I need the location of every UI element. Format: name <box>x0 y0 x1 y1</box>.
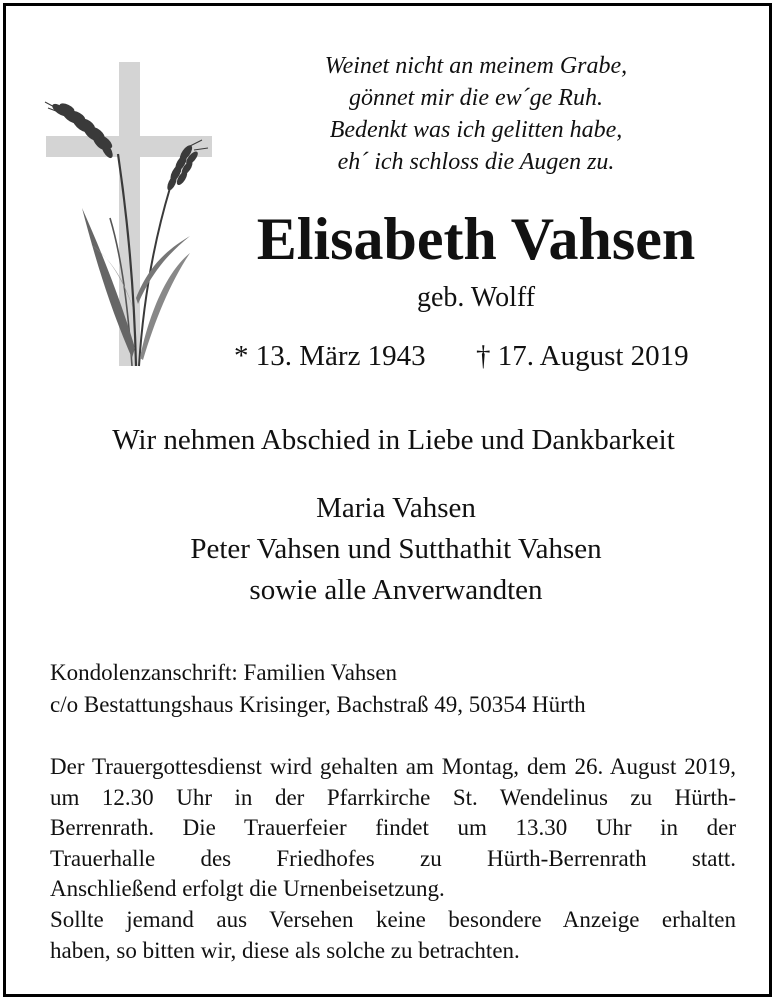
poem <box>276 50 676 178</box>
service-line: um 12.30 Uhr in der Pfarrkirche St. Wendelinus zu Hürth- <box>50 784 736 810</box>
poem-line: Bedenkt was ich gelitten habe, <box>329 117 623 143</box>
service-line: haben, so bitten wir, diese als solche zu betrachten. <box>50 937 520 963</box>
mourner-line: Maria Vahsen <box>316 492 476 524</box>
farewell-text: Wir nehmen Abschied in Liebe und Dankbarkeit <box>112 424 675 456</box>
mourner-line: sowie alle Anverwandten <box>249 574 543 606</box>
mourners-list <box>6 488 775 611</box>
life-dates <box>234 338 724 374</box>
poem-line: gönnet mir die ew´ge Ruh. <box>349 85 603 111</box>
maiden-name: geb. Wolff <box>416 282 536 313</box>
address-line: Kondolenzanschrift: Familien Vahsen <box>50 660 398 685</box>
address-line: c/o Bestattungshaus Krisinger, Bachstraß 49, 50354 Hürth <box>50 692 586 717</box>
birth-date: * 13. März 1943 <box>234 340 426 372</box>
condolence-address <box>50 657 740 721</box>
cross-with-wheat-icon <box>40 58 220 370</box>
service-line: Der Trauergottesdienst wird gehalten am Montag, dem 26. August 2019, <box>50 754 736 779</box>
deceased-name: Elisabeth Vahsen <box>256 206 696 272</box>
service-line: Trauerhalle des Friedhofes zu Hürth-Berrenrath statt. <box>50 845 736 871</box>
service-line: Berrenrath. Die Trauerfeier findet um 13.30 Uhr in der <box>50 815 736 841</box>
death-date: † 17. August 2019 <box>476 340 689 372</box>
service-line: Anschließend erfolgt die Urnenbeisetzung. <box>50 876 445 902</box>
service-notice <box>50 752 736 966</box>
poem-line: eh´ ich schloss die Augen zu. <box>337 149 615 175</box>
mourner-line: Peter Vahsen und Sutthathit Vahsen <box>190 533 602 565</box>
service-line: Sollte jemand aus Versehen keine besondere Anzeige erhalten <box>50 906 736 932</box>
obituary-card <box>3 3 772 997</box>
poem-line: Weinet nicht an meinem Grabe, <box>324 53 628 79</box>
